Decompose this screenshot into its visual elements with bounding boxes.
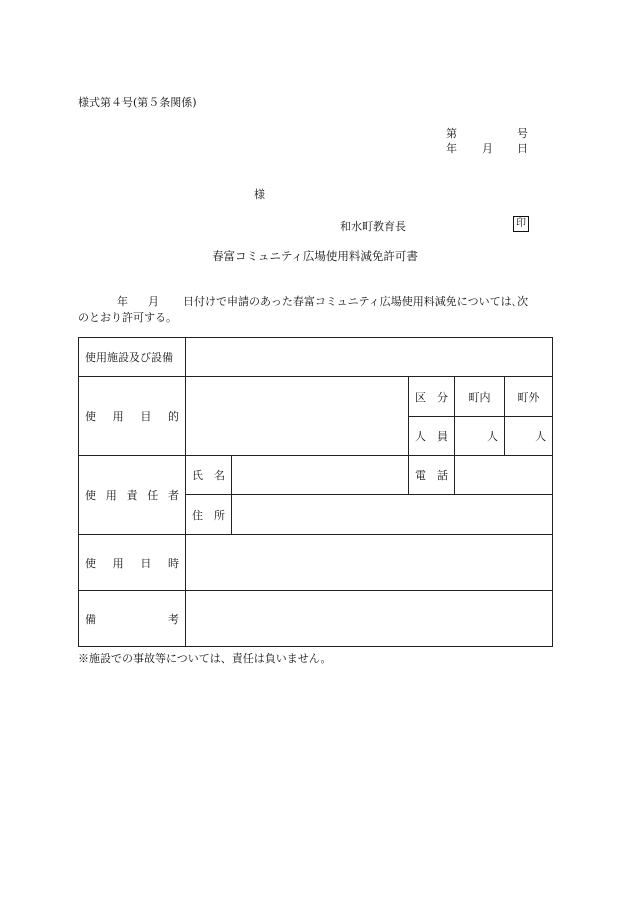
datetime-field[interactable]	[186, 535, 553, 591]
number-suffix: 号	[517, 127, 528, 140]
document-title: 春富コミュニティ広場使用料減免許可書	[212, 249, 418, 263]
body-text-line1: 日付けで申請のあった春富コミュニティ広場使用料減免については､次	[183, 295, 529, 308]
remarks-field[interactable]	[186, 591, 553, 647]
responsible-label: 使 用 責 任 者	[79, 456, 186, 535]
address-label: 住 所	[186, 495, 232, 535]
inside-town-option[interactable]: 町内	[455, 377, 505, 417]
body-text-line2: のとおり許可する。	[78, 311, 177, 324]
facility-label: 使用施設及び設備	[79, 338, 186, 377]
seal-box: 印	[513, 216, 529, 232]
remarks-label: 備 考	[79, 591, 186, 647]
facility-field[interactable]	[186, 338, 553, 377]
people-label: 人 員	[409, 417, 455, 456]
phone-label: 電 話	[409, 456, 455, 495]
date-day-label: 日	[517, 142, 528, 155]
form-number: 様式第４号(第５条関係)	[78, 96, 197, 109]
outside-town-option[interactable]: 町外	[505, 377, 553, 417]
datetime-label: 使 用 日 時	[79, 535, 186, 591]
category-label: 区 分	[409, 377, 455, 417]
people-outside-field[interactable]: 人	[505, 417, 553, 456]
address-field[interactable]	[232, 495, 553, 535]
date-year-label: 年	[446, 142, 457, 155]
purpose-field[interactable]	[186, 377, 409, 456]
date-month-label: 月	[482, 142, 493, 155]
name-label: 氏 名	[186, 456, 232, 495]
disclaimer-note: ※施設での事故等については、責任は負いません。	[78, 652, 332, 665]
issuer-title: 和水町教育長	[340, 220, 406, 233]
phone-field[interactable]	[455, 456, 553, 495]
addressee-suffix: 様	[254, 188, 265, 201]
body-month-label: 月	[148, 295, 159, 308]
permit-table	[78, 337, 553, 647]
number-label: 第	[446, 127, 457, 140]
name-field[interactable]	[232, 456, 409, 495]
people-inside-field[interactable]: 人	[455, 417, 505, 456]
purpose-label: 使 用 目 的	[79, 377, 186, 456]
body-year-label: 年	[117, 295, 128, 308]
